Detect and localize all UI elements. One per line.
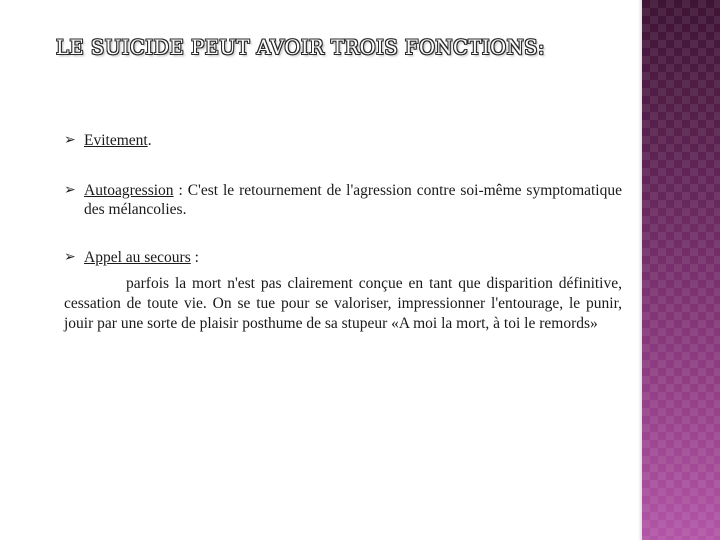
bullet-rest: : C'est le retournement de l'agression contre soi-même symptomatique des mélancolies. xyxy=(84,182,622,218)
bullet-term: Appel au secours xyxy=(84,249,191,266)
bullet-item-autoagression xyxy=(64,181,624,221)
bullet-item-appel-au-secours xyxy=(64,248,624,268)
slide-title: LE SUICIDE PEUT AVOIR TROIS FONCTIONS: xyxy=(56,36,546,59)
bullet-rest: : xyxy=(190,249,199,266)
explanation-paragraph: parfois la mort n'est pas clairement conçue en tant que disparition définitive, cessation de toute vie. On se tue pour se valoriser, impressionner l'entourage, le punir, jouir par une sorte de plaisir posthume de sa stupeur «A moi la mort, à toi le remords» xyxy=(64,275,622,332)
decorative-side-band xyxy=(642,0,720,540)
bullet-term: Evitement xyxy=(84,132,148,149)
arrow-bullet-icon: ➢ xyxy=(64,249,76,265)
bullet-text xyxy=(84,181,622,219)
bullet-text xyxy=(84,131,152,150)
bullet-text xyxy=(84,248,199,267)
arrow-bullet-icon: ➢ xyxy=(64,182,76,198)
bullet-item-evitement xyxy=(64,131,604,151)
bullet-rest: . xyxy=(147,132,152,149)
bullet-term: Autoagression xyxy=(84,182,174,199)
arrow-bullet-icon: ➢ xyxy=(64,132,76,148)
